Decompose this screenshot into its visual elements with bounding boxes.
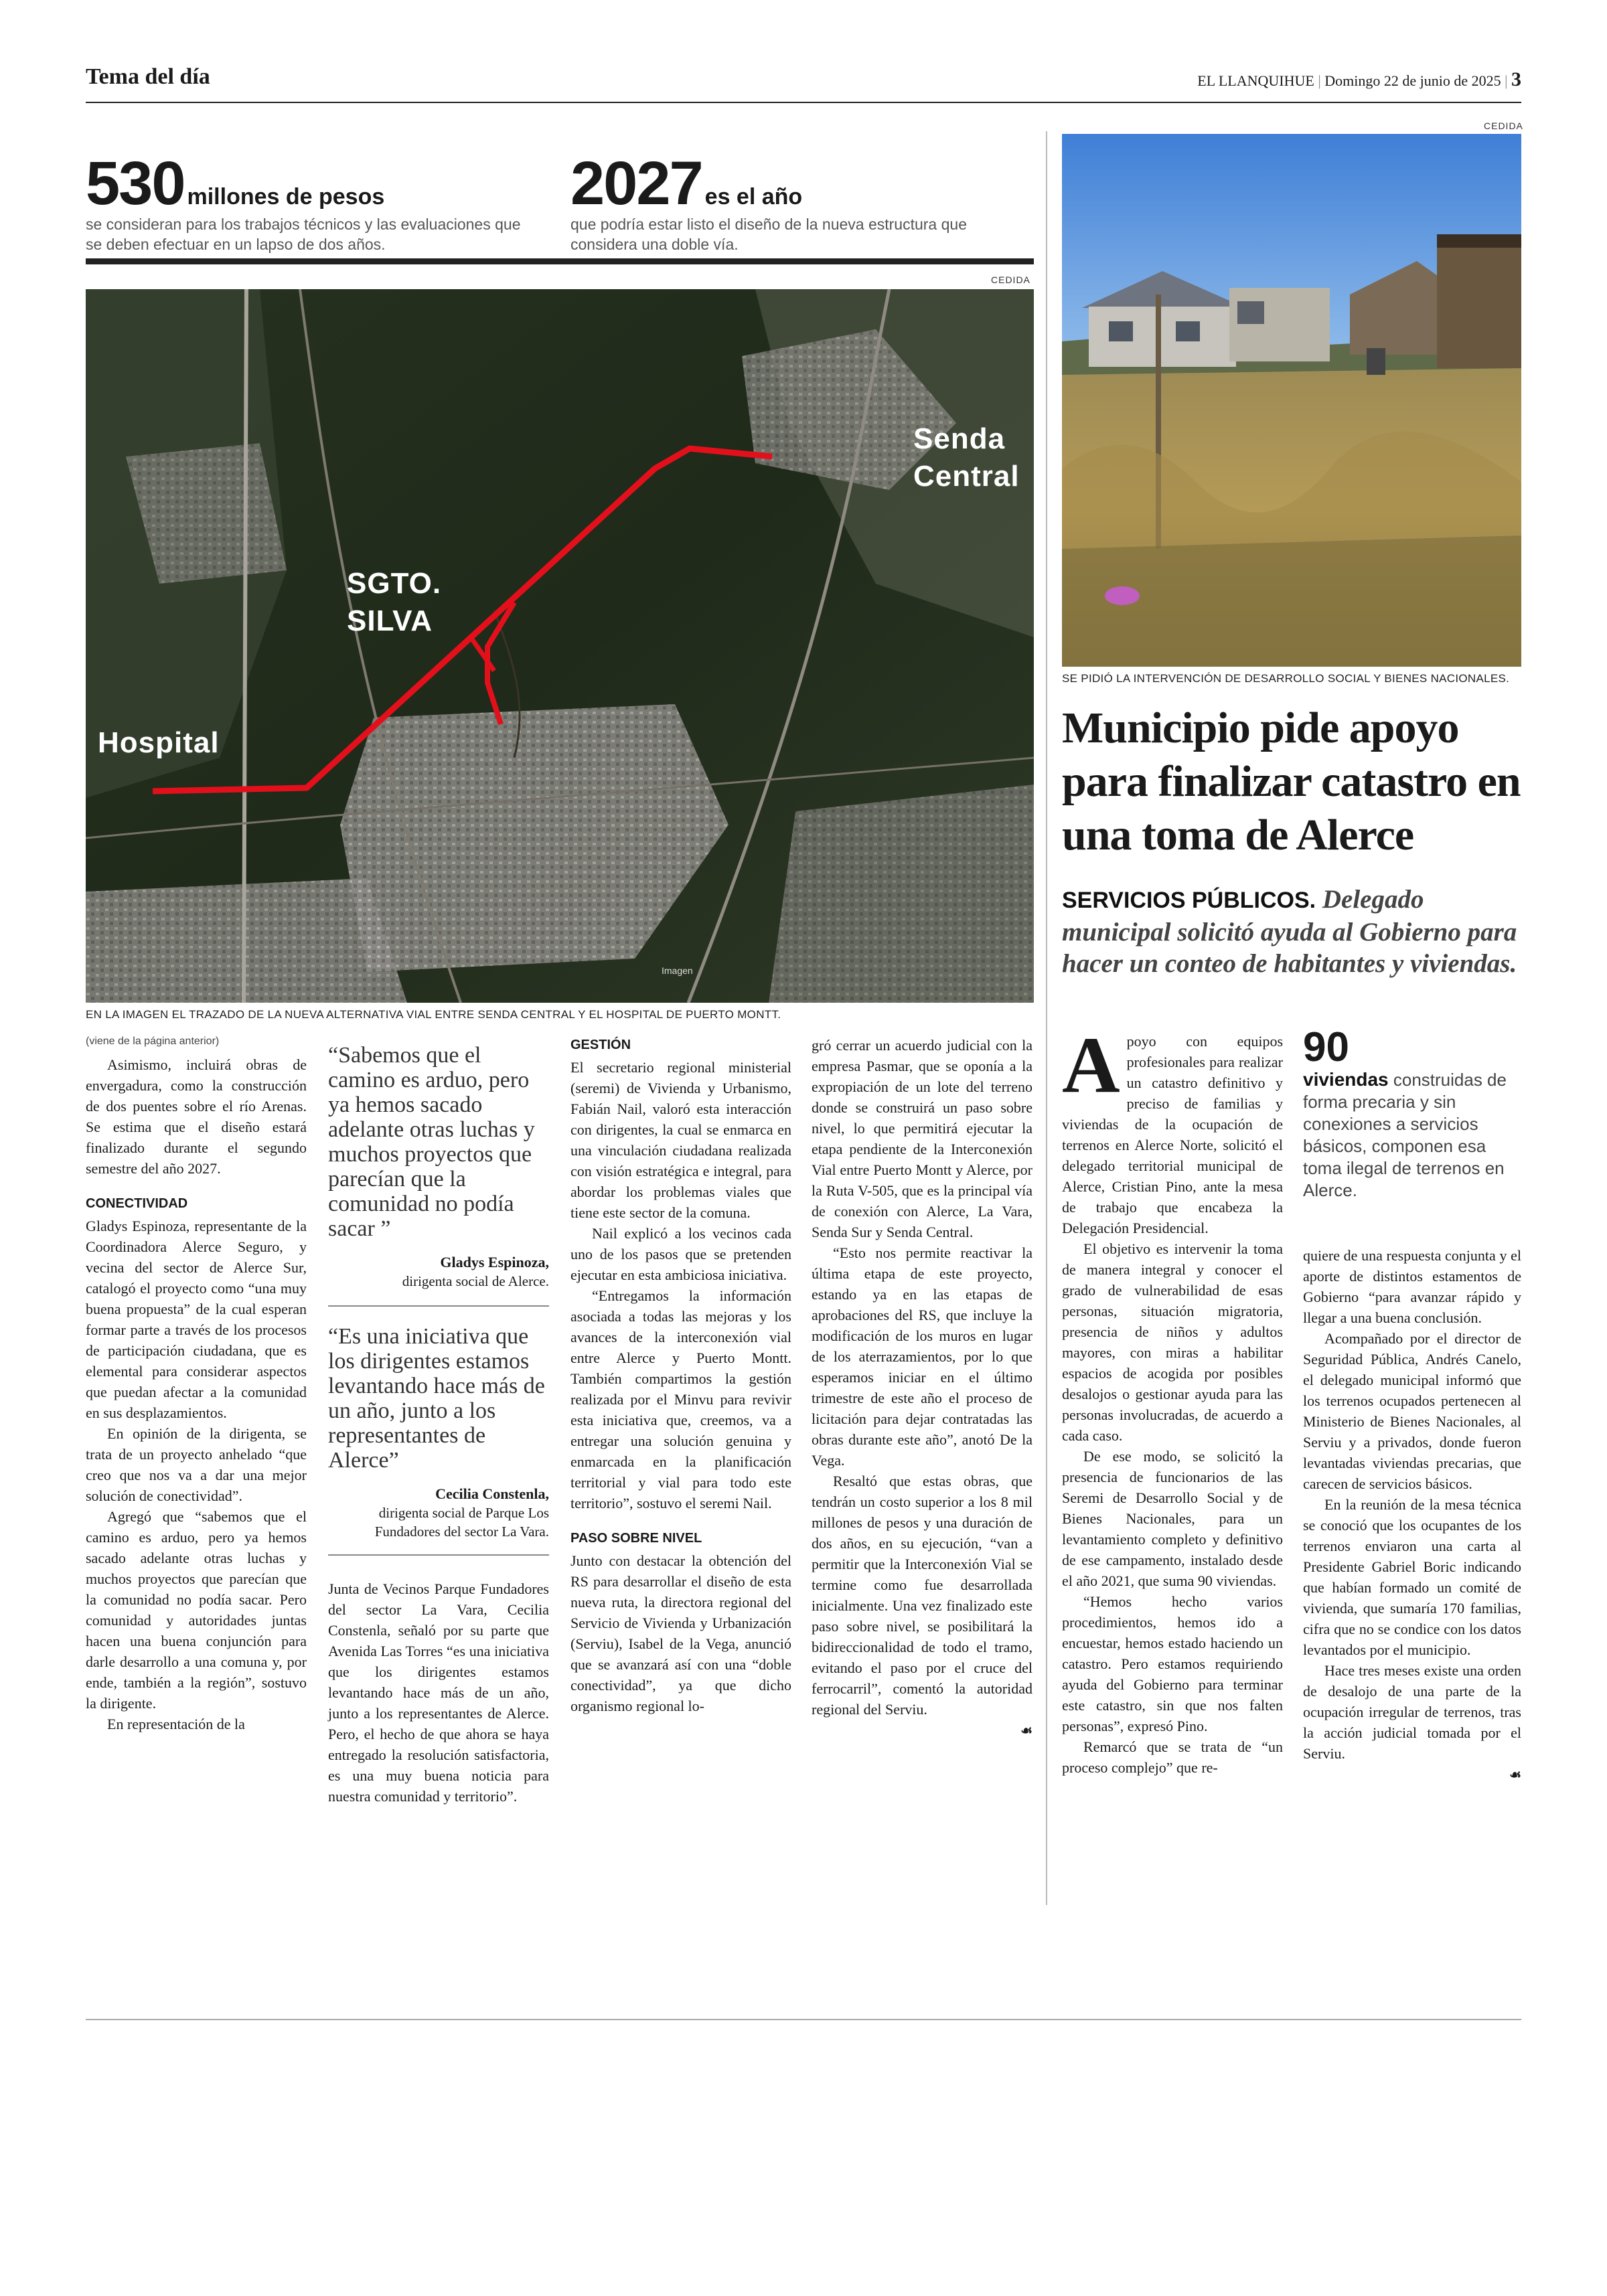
paragraph: Acompañado por el director de Seguridad Pública, Andrés Canelo, el delegado municipal informó que los terrenos ocupados pertenecen al Ministerio de Bienes Nacionales, al Serviu y a privados, donde fueron levantadas viviendas precarias, que carecen de servicios básicos.: [1303, 1330, 1521, 1492]
quote-text: “Es una iniciativa que los dirigentes estamos levantando hace más de un año, junto a los representantes de Alerce”: [328, 1324, 545, 1473]
paragraph: En la reunión de la mesa técnica se conoció que los ocupantes de los terrenos enviaron una carta al Presidente Gabriel Boric indicando que habían formado un comité de vivienda, que sumaría 170 familias, cifra que no se condice con los datos levantados por el municipio.: [1303, 1496, 1521, 1658]
article2-headline: Municipio pide apoyo para finalizar catastro en una toma de Alerce: [1062, 704, 1521, 859]
paragraph: Hace tres meses existe una orden de desalojo de una parte de la ocupación irregular de terrenos, tras la acción judicial tomada por el Serviu.: [1303, 1662, 1521, 1762]
stat-number: 90: [1303, 1024, 1349, 1070]
stat-2027: [570, 149, 1026, 254]
continued-note: (viene de la página anterior): [86, 1036, 220, 1047]
paragraph: gró cerrar un acuerdo judicial con la empresa Pasmar, que se oponía a la expropiación de un lote del terreno donde se construirá un paso sobre nivel, lo que permitirá ejecutar la etapa pendiente de la Interconexión Vial entre Puerto Montt y Alerce, por la Ruta V-505, que es la principal vía de conexión con Alerce, La Vara, Senda Sur y Senda Central.: [812, 1037, 1032, 1240]
stat-number: 530: [86, 149, 185, 218]
drop-cap: A: [1062, 1020, 1120, 1109]
paragraph: En representación de la: [107, 1716, 245, 1732]
stat-description: construidas de forma precaria y sin conexiones a servicios básicos, componen esa toma ilegal de terrenos en Alerce.: [1303, 1070, 1507, 1200]
article2-column-1: [1062, 1020, 1283, 1778]
quote-divider: [328, 1554, 549, 1556]
map-label-sgto-silva: SGTO. SILVA: [347, 567, 442, 637]
newspaper-dateline: EL LLANQUIHUE | Domingo 22 de junio de 2025 | 3: [1197, 68, 1521, 90]
quote-text: “Sabemos que el camino es arduo, pero ya hemos sacado adelante otras luchas y muchos proyectos que parecían que la comunidad no podía sacar ”: [328, 1043, 535, 1241]
map-label-hospital: Hospital: [98, 726, 220, 759]
stat-unit: es el año: [704, 184, 803, 210]
map-caption: EN LA IMAGEN EL TRAZADO DE LA NUEVA ALTERNATIVA VIAL ENTRE SENDA CENTRAL Y EL HOSPITAL DE PUERTO MONTT.: [86, 1008, 781, 1021]
footer-rule: [86, 2019, 1521, 2020]
stat-530: [86, 149, 541, 254]
quote-author: Cecilia Constenla,: [435, 1485, 549, 1502]
paragraph: Resaltó que estas obras, que tendrán un costo superior a los 8 mil millones de pesos y una duración de dos años, en su ejecución, “van a permitir que la Interconexión Vial se termine como fue desarrollada inicialmente. Una vez finalizado este paso sobre nivel, se posibilitará la bidireccionalidad de todo el tramo, evitando el paso por el cruce del ferrocarril”, comentó la autoridad regional del Serviu.: [812, 1473, 1032, 1718]
article1-column-4: [812, 1035, 1032, 1742]
paragraph: quiere de una respuesta conjunta y el aporte de distintos estamentos de Gobierno “para avanzar rápido y llegar a una buena conclusión.: [1303, 1247, 1521, 1326]
quote-divider: [328, 1305, 549, 1307]
article2-column-2: [1303, 1245, 1521, 1786]
article2-kicker: [1062, 884, 1531, 979]
kicker-label: SERVICIOS PÚBLICOS.: [1062, 888, 1316, 913]
stat-text: [1303, 1068, 1523, 1202]
article1-column-1: [86, 1031, 307, 1734]
paragraph: “Hemos hecho varios procedimientos, hemos ido a encuestar, hemos estado haciendo un catastro. Pero estamos requiriendo ayuda del Gobierno para terminar este catastro, sin que nos falten personas”, expresó Pino.: [1062, 1593, 1283, 1734]
paragraph: El objetivo es intervenir la toma de manera integral y conocer el grado de vulnerabilidad de esas personas, situación migratoria, presencia de niños y adultos mayores, con miras a habilitar espacios de acogida por posibles desalojos o gestionar ayuda para las personas involucradas, de acuerdo a cada caso.: [1062, 1240, 1283, 1444]
subheading-gestion: GESTIÓN: [570, 1038, 631, 1052]
newspaper-name: EL LLANQUIHUE: [1197, 72, 1314, 89]
paragraph: Asimismo, incluirá obras de envergadura, como la construcción de dos puentes sobre el río Arenas. Se estima que el diseño estará finalizado durante el segundo semestre del año 2027.: [86, 1056, 307, 1177]
pull-quote-constenla: [328, 1324, 549, 1541]
end-mark-icon: ☙: [1020, 1724, 1032, 1738]
header-rule: [86, 102, 1521, 103]
stat-90-box: [1303, 1024, 1523, 1202]
issue-date: Domingo 22 de junio de 2025: [1324, 72, 1501, 89]
route-map: [86, 289, 1034, 1003]
camp-photo: [1062, 134, 1521, 667]
map-label-senda-central: Senda Central: [913, 422, 1020, 493]
quote-author: Gladys Espinoza,: [440, 1254, 549, 1270]
paragraph: El secretario regional ministerial (seremi) de Vivienda y Urbanismo, Fabián Nail, valoró esta interacción con dirigentes, la cual se enmarca en una vinculación ciudadana realizada con visión estratégica e integral, para abordar los problemas viales que tiene este sector de la comuna.: [570, 1059, 791, 1221]
pull-quote-espinoza: [328, 1043, 549, 1291]
stat-description: que podría estar listo el diseño de la nueva estructura que considera una doble vía.: [570, 216, 967, 253]
paragraph: “Entregamos la información asociada a todas las mejoras y los avances de la interconexión vial entre Alerce y Puerto Montt. También compartimos la gestión realizada por el Minvu para revivir esta iniciativa que, creemos, va a entregar una solución genuina y enmarcada en la planificación territorial y vial para todo este territorio”, sostuvo el seremi Nail.: [570, 1287, 791, 1511]
page-number: 3: [1511, 68, 1521, 90]
paragraph: En opinión de la dirigenta, se trata de un proyecto anhelado “que creo que nos va a dar una mejor solución de conectividad”.: [86, 1425, 307, 1504]
satellite-map-image: [86, 289, 1034, 1003]
section-title: Tema del día: [86, 64, 210, 89]
stat-unit: millones de pesos: [187, 184, 385, 210]
stat-unit: viviendas: [1303, 1069, 1389, 1090]
subheading-conectividad: CONECTIVIDAD: [86, 1196, 188, 1211]
article1-column-3: [570, 1035, 791, 1716]
paragraph: Gladys Espinoza, representante de la Coordinadora Alerce Seguro, y vecina del sector de Alerce Sur, catalogó el proyecto como “una muy buena propuesta” de la cual esperan formar parte a través de los procesos de participación ciudadana, que es elemental para considerar aspectos que puedan afectar a la comunidad en sus desplazamientos.: [86, 1218, 307, 1421]
paragraph: Nail explicó a los vecinos cada uno de los pasos que se pretenden ejecutar en esta ambiciosa iniciativa.: [570, 1225, 791, 1283]
paragraph: Junto con destacar la obtención del RS para desarrollar el diseño de esta nueva ruta, la directora regional del Servicio de Vivienda y Urbanización (Serviu), Isabel de la Vega, anunció que se avanzará así con una “doble conectividad”, ya que dicho organismo regional lo-: [570, 1552, 791, 1714]
paragraph: Remarcó que se trata de “un proceso complejo” que re-: [1062, 1738, 1283, 1776]
paragraph: De ese modo, se solicitó la presencia de funcionarios de las Seremi de Desarrollo Social y de Bienes Nacionales, para un levantamiento completo y definitivo de ese campamento, instalado desde el año 2021, que suma 90 viviendas.: [1062, 1448, 1283, 1589]
stat-number: 2027: [570, 149, 702, 218]
article-divider: [1046, 131, 1047, 1905]
stat-description: se consideran para los trabajos técnicos y las evaluaciones que se deben efectuar en un lapso de dos años.: [86, 216, 521, 253]
subheading-paso-sobre-nivel: PASO SOBRE NIVEL: [570, 1531, 702, 1546]
camp-photo-image: [1062, 134, 1521, 667]
quote-role: dirigenta social de Alerce.: [402, 1273, 549, 1289]
stats-rule: [86, 258, 1034, 264]
quote-role: dirigenta social de Parque Los Fundadores del sector La Vara.: [374, 1505, 549, 1540]
kicker-text: Delegado municipal solicitó ayuda al Gobierno para hacer un conteo de habitantes y viviendas.: [1062, 885, 1517, 978]
end-mark-icon: ☙: [1509, 1768, 1521, 1783]
paragraph: “Esto nos permite reactivar la última etapa de este proyecto, estando ya en las etapas de aprobaciones del RS, que incluye la modificación de los muros en lugar de los aterrazamientos, por lo que esperamos iniciar en el último trimestre de este año el proceso de licitación para dejar contratadas las obras durante este año”, anotó De la Vega.: [812, 1244, 1032, 1469]
map-credit: CEDIDA: [991, 274, 1030, 285]
paragraph: poyo con equipos profesionales para realizar un catastro definitivo y preciso de familias y viviendas de la ocupación de terrenos en Alerce Norte, solicitó el delegado territorial municipal de Alerce, Cristian Pino, ante la mesa de trabajo que encabeza la Delegación Presidencial.: [1062, 1033, 1283, 1236]
article1-column-2: [328, 1043, 549, 1807]
photo-credit: CEDIDA: [1484, 120, 1523, 131]
paragraph: Junta de Vecinos Parque Fundadores del sector La Vara, Cecilia Constenla, señaló por su parte que Avenida Las Torres “es una iniciativa que los dirigentes estamos levantando hace más de un año, junto a los representantes de Alerce. Pero, el hecho de que ahora se haya entregado la resolución satisfactoria, es una muy buena noticia para nuestra comunidad y territorio”.: [328, 1580, 549, 1805]
map-watermark: Imagen: [662, 965, 693, 976]
photo-caption: SE PIDIÓ LA INTERVENCIÓN DE DESARROLLO SOCIAL Y BIENES NACIONALES.: [1062, 672, 1510, 685]
paragraph: Agregó que “sabemos que el camino es arduo, pero ya hemos sacado adelante otras luchas y muchos proyectos que parecían que la comunidad no podía sacar. Pero comunidad y autoridades juntas hacen una buena conjunción para darle desarrollo a una comuna y, por ende, también a la región”, sostuvo la dirigente.: [86, 1508, 307, 1712]
